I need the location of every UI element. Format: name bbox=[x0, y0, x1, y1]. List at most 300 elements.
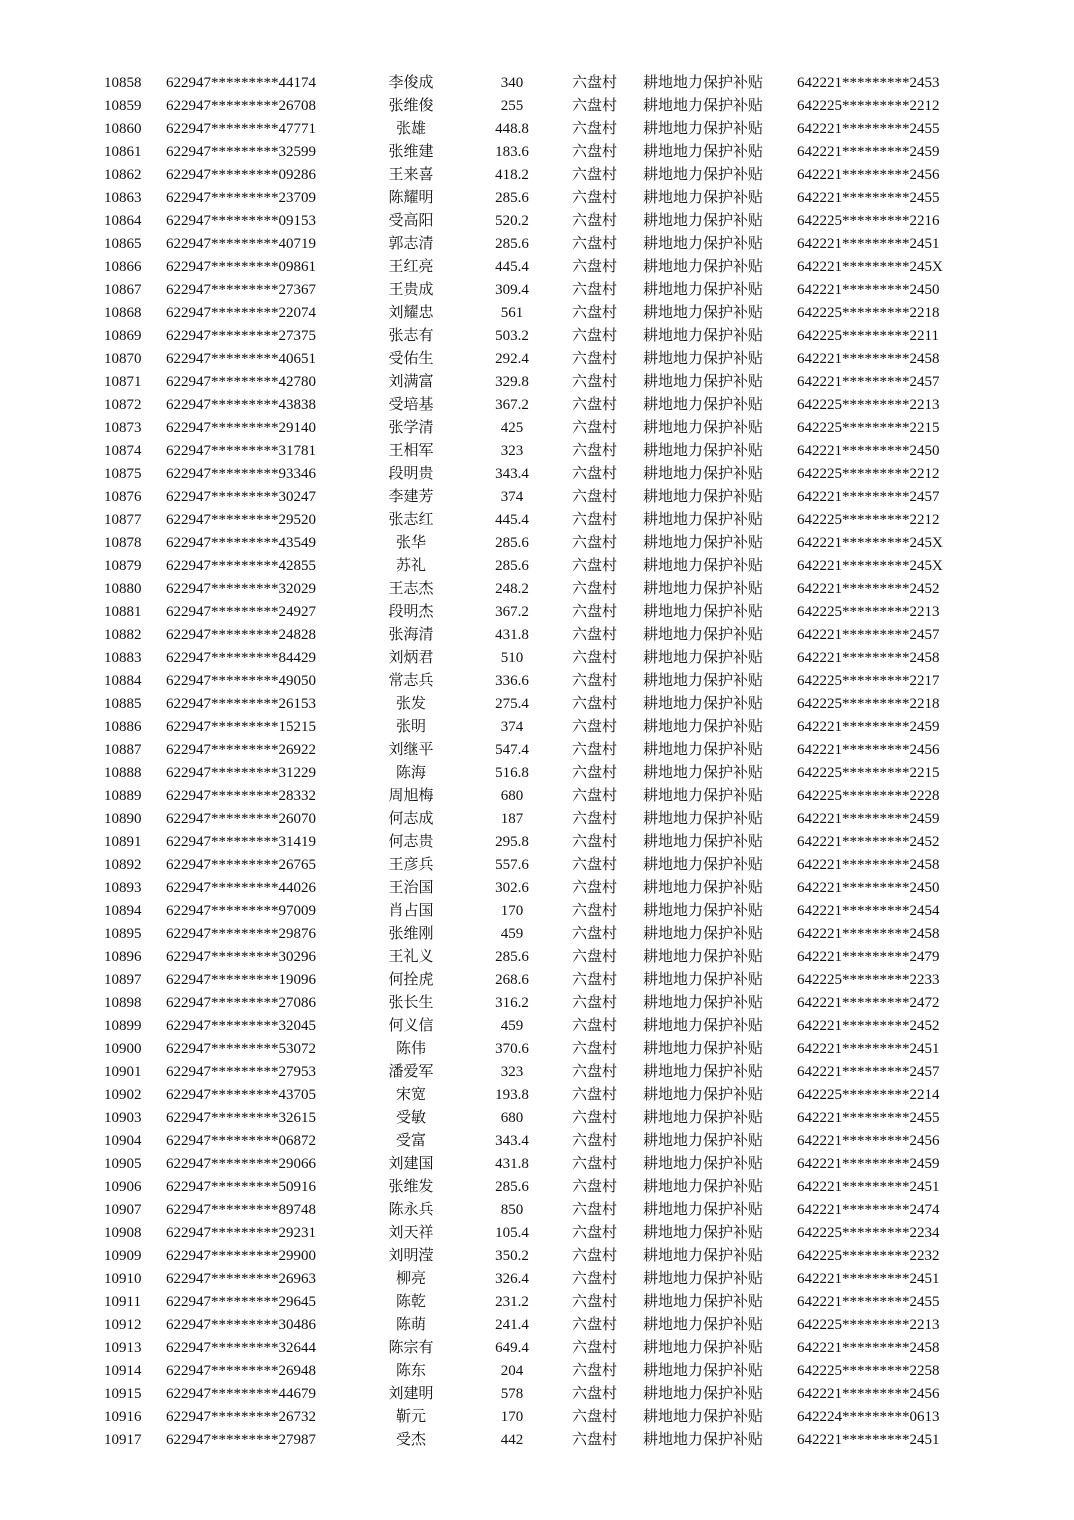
subsidy-type: 耕地地力保护补贴 bbox=[643, 1202, 764, 1218]
subsidy-amount: 578 bbox=[500, 1386, 524, 1402]
village-name: 六盘村 bbox=[572, 1202, 618, 1218]
row-sequence-number: 10884 bbox=[104, 673, 142, 689]
id-card-number: 642221*********2459 bbox=[797, 1156, 940, 1172]
table-row bbox=[0, 118, 1074, 141]
table-row bbox=[0, 992, 1074, 1015]
recipient-name: 刘建明 bbox=[388, 1386, 434, 1402]
village-name: 六盘村 bbox=[572, 512, 618, 528]
recipient-name: 张雄 bbox=[395, 121, 426, 137]
village-name: 六盘村 bbox=[572, 1340, 618, 1356]
table-row bbox=[0, 877, 1074, 900]
row-sequence-number: 10860 bbox=[104, 121, 142, 137]
village-name: 六盘村 bbox=[572, 788, 618, 804]
subsidy-type: 耕地地力保护补贴 bbox=[643, 650, 764, 666]
bank-card-number: 622947*********47771 bbox=[166, 121, 316, 137]
id-card-number: 642221*********2454 bbox=[797, 903, 940, 919]
village-name: 六盘村 bbox=[572, 374, 618, 390]
bank-card-number: 622947*********44174 bbox=[166, 75, 316, 91]
village-name: 六盘村 bbox=[572, 1317, 618, 1333]
id-card-number: 642221*********2456 bbox=[797, 1386, 940, 1402]
id-card-number: 642221*********2456 bbox=[797, 167, 940, 183]
subsidy-amount: 442 bbox=[500, 1432, 524, 1448]
bank-card-number: 622947*********43549 bbox=[166, 535, 316, 551]
village-name: 六盘村 bbox=[572, 489, 618, 505]
recipient-name: 陈耀明 bbox=[388, 190, 434, 206]
table-row bbox=[0, 325, 1074, 348]
village-name: 六盘村 bbox=[572, 811, 618, 827]
table-row bbox=[0, 1222, 1074, 1245]
row-sequence-number: 10900 bbox=[104, 1041, 142, 1057]
bank-card-number: 622947*********29900 bbox=[166, 1248, 316, 1264]
table-row bbox=[0, 509, 1074, 532]
id-card-number: 642221*********2472 bbox=[797, 995, 940, 1011]
id-card-number: 642225*********2228 bbox=[797, 788, 940, 804]
subsidy-amount: 445.4 bbox=[495, 259, 529, 275]
subsidy-type: 耕地地力保护补贴 bbox=[643, 581, 764, 597]
id-card-number: 642221*********2455 bbox=[797, 190, 940, 206]
village-name: 六盘村 bbox=[572, 397, 618, 413]
village-name: 六盘村 bbox=[572, 1179, 618, 1195]
bank-card-number: 622947*********24927 bbox=[166, 604, 316, 620]
village-name: 六盘村 bbox=[572, 1087, 618, 1103]
village-name: 六盘村 bbox=[572, 1018, 618, 1034]
row-sequence-number: 10888 bbox=[104, 765, 142, 781]
id-card-number: 642225*********2212 bbox=[797, 512, 940, 528]
id-card-number: 642221*********2451 bbox=[797, 1432, 940, 1448]
recipient-name: 王治国 bbox=[388, 880, 434, 896]
bank-card-number: 622947*********49050 bbox=[166, 673, 316, 689]
table-row bbox=[0, 1199, 1074, 1222]
row-sequence-number: 10902 bbox=[104, 1087, 142, 1103]
subsidy-amount: 367.2 bbox=[495, 397, 529, 413]
bank-card-number: 622947*********32644 bbox=[166, 1340, 316, 1356]
table-row bbox=[0, 739, 1074, 762]
subsidy-amount: 448.8 bbox=[495, 121, 529, 137]
row-sequence-number: 10863 bbox=[104, 190, 142, 206]
bank-card-number: 622947*********27086 bbox=[166, 995, 316, 1011]
village-name: 六盘村 bbox=[572, 121, 618, 137]
village-name: 六盘村 bbox=[572, 282, 618, 298]
village-name: 六盘村 bbox=[572, 98, 618, 114]
table-row bbox=[0, 233, 1074, 256]
row-sequence-number: 10882 bbox=[104, 627, 142, 643]
village-name: 六盘村 bbox=[572, 834, 618, 850]
id-card-number: 642225*********2218 bbox=[797, 305, 940, 321]
bank-card-number: 622947*********40719 bbox=[166, 236, 316, 252]
recipient-name: 王彦兵 bbox=[388, 857, 434, 873]
subsidy-amount: 418.2 bbox=[495, 167, 529, 183]
recipient-name: 陈海 bbox=[395, 765, 426, 781]
bank-card-number: 622947*********27987 bbox=[166, 1432, 316, 1448]
row-sequence-number: 10868 bbox=[104, 305, 142, 321]
table-row bbox=[0, 256, 1074, 279]
subsidy-amount: 285.6 bbox=[495, 949, 529, 965]
subsidy-type: 耕地地力保护补贴 bbox=[643, 811, 764, 827]
subsidy-amount: 323 bbox=[500, 1064, 524, 1080]
subsidy-amount: 285.6 bbox=[495, 236, 529, 252]
id-card-number: 642221*********245X bbox=[797, 259, 943, 275]
row-sequence-number: 10879 bbox=[104, 558, 142, 574]
bank-card-number: 622947*********29231 bbox=[166, 1225, 316, 1241]
id-card-number: 642221*********2458 bbox=[797, 351, 940, 367]
bank-card-number: 622947*********26153 bbox=[166, 696, 316, 712]
subsidy-amount: 649.4 bbox=[495, 1340, 529, 1356]
subsidy-amount: 292.4 bbox=[495, 351, 529, 367]
subsidy-amount: 557.6 bbox=[495, 857, 529, 873]
row-sequence-number: 10870 bbox=[104, 351, 142, 367]
row-sequence-number: 10869 bbox=[104, 328, 142, 344]
subsidy-type: 耕地地力保护补贴 bbox=[643, 282, 764, 298]
village-name: 六盘村 bbox=[572, 949, 618, 965]
village-name: 六盘村 bbox=[572, 328, 618, 344]
bank-card-number: 622947*********42780 bbox=[166, 374, 316, 390]
village-name: 六盘村 bbox=[572, 305, 618, 321]
bank-card-number: 622947*********40651 bbox=[166, 351, 316, 367]
recipient-name: 段明杰 bbox=[388, 604, 434, 620]
bank-card-number: 622947*********09286 bbox=[166, 167, 316, 183]
bank-card-number: 622947*********19096 bbox=[166, 972, 316, 988]
subsidy-amount: 323 bbox=[500, 443, 524, 459]
table-row bbox=[0, 486, 1074, 509]
recipient-name: 周旭梅 bbox=[388, 788, 434, 804]
table-row bbox=[0, 279, 1074, 302]
recipient-name: 陈宗有 bbox=[388, 1340, 434, 1356]
subsidy-amount: 275.4 bbox=[495, 696, 529, 712]
subsidy-type: 耕地地力保护补贴 bbox=[643, 765, 764, 781]
table-row bbox=[0, 95, 1074, 118]
table-row bbox=[0, 417, 1074, 440]
bank-card-number: 622947*********44679 bbox=[166, 1386, 316, 1402]
village-name: 六盘村 bbox=[572, 1363, 618, 1379]
village-name: 六盘村 bbox=[572, 213, 618, 229]
bank-card-number: 622947*********09861 bbox=[166, 259, 316, 275]
row-sequence-number: 10878 bbox=[104, 535, 142, 551]
subsidy-amount: 561 bbox=[500, 305, 524, 321]
subsidy-amount: 374 bbox=[500, 489, 524, 505]
row-sequence-number: 10883 bbox=[104, 650, 142, 666]
table-row bbox=[0, 1038, 1074, 1061]
subsidy-amount: 850 bbox=[500, 1202, 524, 1218]
subsidy-type: 耕地地力保护补贴 bbox=[643, 1179, 764, 1195]
subsidy-type: 耕地地力保护补贴 bbox=[643, 1225, 764, 1241]
row-sequence-number: 10903 bbox=[104, 1110, 142, 1126]
recipient-name: 何拴虎 bbox=[388, 972, 434, 988]
subsidy-type: 耕地地力保护补贴 bbox=[643, 903, 764, 919]
id-card-number: 642225*********2218 bbox=[797, 696, 940, 712]
village-name: 六盘村 bbox=[572, 1064, 618, 1080]
id-card-number: 642221*********2453 bbox=[797, 75, 940, 91]
subsidy-amount: 170 bbox=[500, 903, 524, 919]
village-name: 六盘村 bbox=[572, 558, 618, 574]
recipient-name: 陈东 bbox=[395, 1363, 426, 1379]
row-sequence-number: 10907 bbox=[104, 1202, 142, 1218]
bank-card-number: 622947*********27953 bbox=[166, 1064, 316, 1080]
table-row bbox=[0, 900, 1074, 923]
bank-card-number: 622947*********26765 bbox=[166, 857, 316, 873]
village-name: 六盘村 bbox=[572, 1432, 618, 1448]
id-card-number: 642221*********2459 bbox=[797, 811, 940, 827]
row-sequence-number: 10865 bbox=[104, 236, 142, 252]
recipient-name: 受佑生 bbox=[388, 351, 434, 367]
table-row bbox=[0, 1360, 1074, 1383]
row-sequence-number: 10911 bbox=[104, 1294, 141, 1310]
subsidy-amount: 268.6 bbox=[495, 972, 529, 988]
subsidy-amount: 459 bbox=[500, 926, 524, 942]
id-card-number: 642221*********2452 bbox=[797, 834, 940, 850]
row-sequence-number: 10898 bbox=[104, 995, 142, 1011]
recipient-name: 靳元 bbox=[395, 1409, 426, 1425]
id-card-number: 642225*********2232 bbox=[797, 1248, 940, 1264]
recipient-name: 常志兵 bbox=[388, 673, 434, 689]
bank-card-number: 622947*********97009 bbox=[166, 903, 316, 919]
bank-card-number: 622947*********28332 bbox=[166, 788, 316, 804]
subsidy-amount: 343.4 bbox=[495, 466, 529, 482]
row-sequence-number: 10891 bbox=[104, 834, 142, 850]
bank-card-number: 622947*********26922 bbox=[166, 742, 316, 758]
row-sequence-number: 10867 bbox=[104, 282, 142, 298]
recipient-name: 受杰 bbox=[395, 1432, 426, 1448]
subsidy-amount: 193.8 bbox=[495, 1087, 529, 1103]
row-sequence-number: 10890 bbox=[104, 811, 142, 827]
row-sequence-number: 10887 bbox=[104, 742, 142, 758]
id-card-number: 642221*********245X bbox=[797, 535, 943, 551]
row-sequence-number: 10873 bbox=[104, 420, 142, 436]
subsidy-type: 耕地地力保护补贴 bbox=[643, 1409, 764, 1425]
subsidy-type: 耕地地力保护补贴 bbox=[643, 1156, 764, 1172]
id-card-number: 642225*********2213 bbox=[797, 604, 940, 620]
bank-card-number: 622947*********09153 bbox=[166, 213, 316, 229]
subsidy-type: 耕地地力保护补贴 bbox=[643, 558, 764, 574]
subsidy-amount: 336.6 bbox=[495, 673, 529, 689]
recipient-name: 何志成 bbox=[388, 811, 434, 827]
row-sequence-number: 10894 bbox=[104, 903, 142, 919]
table-row bbox=[0, 1383, 1074, 1406]
village-name: 六盘村 bbox=[572, 857, 618, 873]
village-name: 六盘村 bbox=[572, 995, 618, 1011]
recipient-name: 王贵成 bbox=[388, 282, 434, 298]
subsidy-type: 耕地地力保护补贴 bbox=[643, 1386, 764, 1402]
id-card-number: 642225*********2234 bbox=[797, 1225, 940, 1241]
bank-card-number: 622947*********32615 bbox=[166, 1110, 316, 1126]
subsidy-type: 耕地地力保护补贴 bbox=[643, 1041, 764, 1057]
village-name: 六盘村 bbox=[572, 75, 618, 91]
table-row bbox=[0, 555, 1074, 578]
recipient-name: 刘天祥 bbox=[388, 1225, 434, 1241]
subsidy-type: 耕地地力保护补贴 bbox=[643, 1133, 764, 1149]
bank-card-number: 622947*********42855 bbox=[166, 558, 316, 574]
subsidy-amount: 367.2 bbox=[495, 604, 529, 620]
recipient-name: 张志红 bbox=[388, 512, 434, 528]
subsidy-type: 耕地地力保护补贴 bbox=[643, 213, 764, 229]
row-sequence-number: 10877 bbox=[104, 512, 142, 528]
bank-card-number: 622947*********26963 bbox=[166, 1271, 316, 1287]
id-card-number: 642221*********2459 bbox=[797, 719, 940, 735]
table-row bbox=[0, 946, 1074, 969]
bank-card-number: 622947*********22074 bbox=[166, 305, 316, 321]
subsidy-type: 耕地地力保护补贴 bbox=[643, 627, 764, 643]
subsidy-amount: 431.8 bbox=[495, 1156, 529, 1172]
bank-card-number: 622947*********15215 bbox=[166, 719, 316, 735]
bank-card-number: 622947*********26708 bbox=[166, 98, 316, 114]
subsidy-amount: 241.4 bbox=[495, 1317, 529, 1333]
subsidy-type: 耕地地力保护补贴 bbox=[643, 98, 764, 114]
village-name: 六盘村 bbox=[572, 1386, 618, 1402]
subsidy-type: 耕地地力保护补贴 bbox=[643, 535, 764, 551]
subsidy-type: 耕地地力保护补贴 bbox=[643, 190, 764, 206]
subsidy-amount: 680 bbox=[500, 1110, 524, 1126]
table-row bbox=[0, 1107, 1074, 1130]
village-name: 六盘村 bbox=[572, 972, 618, 988]
table-row bbox=[0, 164, 1074, 187]
table-row bbox=[0, 831, 1074, 854]
table-row bbox=[0, 1153, 1074, 1176]
table-row bbox=[0, 348, 1074, 371]
row-sequence-number: 10871 bbox=[104, 374, 142, 390]
recipient-name: 陈伟 bbox=[395, 1041, 426, 1057]
table-row bbox=[0, 624, 1074, 647]
subsidy-amount: 326.4 bbox=[495, 1271, 529, 1287]
bank-card-number: 622947*********24828 bbox=[166, 627, 316, 643]
village-name: 六盘村 bbox=[572, 144, 618, 160]
table-row bbox=[0, 1061, 1074, 1084]
subsidy-amount: 170 bbox=[500, 1409, 524, 1425]
subsidy-type: 耕地地力保护补贴 bbox=[643, 788, 764, 804]
subsidy-type: 耕地地力保护补贴 bbox=[643, 443, 764, 459]
village-name: 六盘村 bbox=[572, 167, 618, 183]
village-name: 六盘村 bbox=[572, 650, 618, 666]
id-card-number: 642221*********2451 bbox=[797, 236, 940, 252]
bank-card-number: 622947*********27367 bbox=[166, 282, 316, 298]
subsidy-type: 耕地地力保护补贴 bbox=[643, 834, 764, 850]
subsidy-type: 耕地地力保护补贴 bbox=[643, 1018, 764, 1034]
subsidy-amount: 503.2 bbox=[495, 328, 529, 344]
subsidy-type: 耕地地力保护补贴 bbox=[643, 397, 764, 413]
subsidy-type: 耕地地力保护补贴 bbox=[643, 167, 764, 183]
row-sequence-number: 10901 bbox=[104, 1064, 142, 1080]
id-card-number: 642221*********2452 bbox=[797, 581, 940, 597]
table-row bbox=[0, 969, 1074, 992]
subsidy-type: 耕地地力保护补贴 bbox=[643, 1248, 764, 1264]
row-sequence-number: 10889 bbox=[104, 788, 142, 804]
id-card-number: 642221*********2458 bbox=[797, 1340, 940, 1356]
id-card-number: 642221*********2456 bbox=[797, 1133, 940, 1149]
row-sequence-number: 10910 bbox=[104, 1271, 142, 1287]
row-sequence-number: 10895 bbox=[104, 926, 142, 942]
id-card-number: 642221*********2451 bbox=[797, 1271, 940, 1287]
id-card-number: 642221*********2457 bbox=[797, 374, 940, 390]
recipient-name: 张志有 bbox=[388, 328, 434, 344]
subsidy-type: 耕地地力保护补贴 bbox=[643, 1064, 764, 1080]
recipient-name: 张海清 bbox=[388, 627, 434, 643]
village-name: 六盘村 bbox=[572, 535, 618, 551]
subsidy-amount: 680 bbox=[500, 788, 524, 804]
id-card-number: 642221*********2450 bbox=[797, 443, 940, 459]
bank-card-number: 622947*********29520 bbox=[166, 512, 316, 528]
bank-card-number: 622947*********43705 bbox=[166, 1087, 316, 1103]
table-row bbox=[0, 854, 1074, 877]
subsidy-amount: 187 bbox=[500, 811, 524, 827]
village-name: 六盘村 bbox=[572, 1248, 618, 1264]
table-row bbox=[0, 1245, 1074, 1268]
subsidy-type: 耕地地力保护补贴 bbox=[643, 949, 764, 965]
recipient-name: 宋宽 bbox=[395, 1087, 426, 1103]
village-name: 六盘村 bbox=[572, 443, 618, 459]
village-name: 六盘村 bbox=[572, 1294, 618, 1310]
village-name: 六盘村 bbox=[572, 1041, 618, 1057]
subsidy-amount: 547.4 bbox=[495, 742, 529, 758]
subsidy-type: 耕地地力保护补贴 bbox=[643, 673, 764, 689]
bank-card-number: 622947*********29140 bbox=[166, 420, 316, 436]
recipient-name: 张长生 bbox=[388, 995, 434, 1011]
id-card-number: 642221*********2450 bbox=[797, 282, 940, 298]
village-name: 六盘村 bbox=[572, 581, 618, 597]
bank-card-number: 622947*********31781 bbox=[166, 443, 316, 459]
subsidy-type: 耕地地力保护补贴 bbox=[643, 719, 764, 735]
subsidy-amount: 183.6 bbox=[495, 144, 529, 160]
subsidy-amount: 285.6 bbox=[495, 190, 529, 206]
table-row bbox=[0, 371, 1074, 394]
village-name: 六盘村 bbox=[572, 236, 618, 252]
recipient-name: 陈萌 bbox=[395, 1317, 426, 1333]
id-card-number: 642221*********245X bbox=[797, 558, 943, 574]
row-sequence-number: 10904 bbox=[104, 1133, 142, 1149]
id-card-number: 642221*********2451 bbox=[797, 1041, 940, 1057]
recipient-name: 王红亮 bbox=[388, 259, 434, 275]
recipient-name: 张维发 bbox=[388, 1179, 434, 1195]
recipient-name: 何义信 bbox=[388, 1018, 434, 1034]
recipient-name: 李建芳 bbox=[388, 489, 434, 505]
id-card-number: 642225*********2213 bbox=[797, 1317, 940, 1333]
bank-card-number: 622947*********93346 bbox=[166, 466, 316, 482]
village-name: 六盘村 bbox=[572, 903, 618, 919]
bank-card-number: 622947*********29066 bbox=[166, 1156, 316, 1172]
recipient-name: 受敏 bbox=[395, 1110, 426, 1126]
subsidy-type: 耕地地力保护补贴 bbox=[643, 305, 764, 321]
recipient-name: 刘满富 bbox=[388, 374, 434, 390]
subsidy-type: 耕地地力保护补贴 bbox=[643, 604, 764, 620]
id-card-number: 642221*********2459 bbox=[797, 144, 940, 160]
bank-card-number: 622947*********26070 bbox=[166, 811, 316, 827]
bank-card-number: 622947*********29645 bbox=[166, 1294, 316, 1310]
recipient-name: 张维刚 bbox=[388, 926, 434, 942]
table-row bbox=[0, 670, 1074, 693]
table-row bbox=[0, 1429, 1074, 1452]
id-card-number: 642225*********2212 bbox=[797, 466, 940, 482]
id-card-number: 642221*********2458 bbox=[797, 857, 940, 873]
table-row bbox=[0, 693, 1074, 716]
id-card-number: 642221*********2479 bbox=[797, 949, 940, 965]
table-row bbox=[0, 647, 1074, 670]
subsidy-amount: 329.8 bbox=[495, 374, 529, 390]
id-card-number: 642221*********2456 bbox=[797, 742, 940, 758]
row-sequence-number: 10906 bbox=[104, 1179, 142, 1195]
subsidy-amount: 285.6 bbox=[495, 558, 529, 574]
table-row bbox=[0, 394, 1074, 417]
id-card-number: 642221*********2455 bbox=[797, 121, 940, 137]
row-sequence-number: 10897 bbox=[104, 972, 142, 988]
table-row bbox=[0, 72, 1074, 95]
table-row bbox=[0, 1176, 1074, 1199]
id-card-number: 642221*********2451 bbox=[797, 1179, 940, 1195]
recipient-name: 段明贵 bbox=[388, 466, 434, 482]
bank-card-number: 622947*********23709 bbox=[166, 190, 316, 206]
row-sequence-number: 10915 bbox=[104, 1386, 142, 1402]
bank-card-number: 622947*********89748 bbox=[166, 1202, 316, 1218]
subsidy-amount: 516.8 bbox=[495, 765, 529, 781]
village-name: 六盘村 bbox=[572, 1271, 618, 1287]
village-name: 六盘村 bbox=[572, 880, 618, 896]
recipient-name: 王来喜 bbox=[388, 167, 434, 183]
